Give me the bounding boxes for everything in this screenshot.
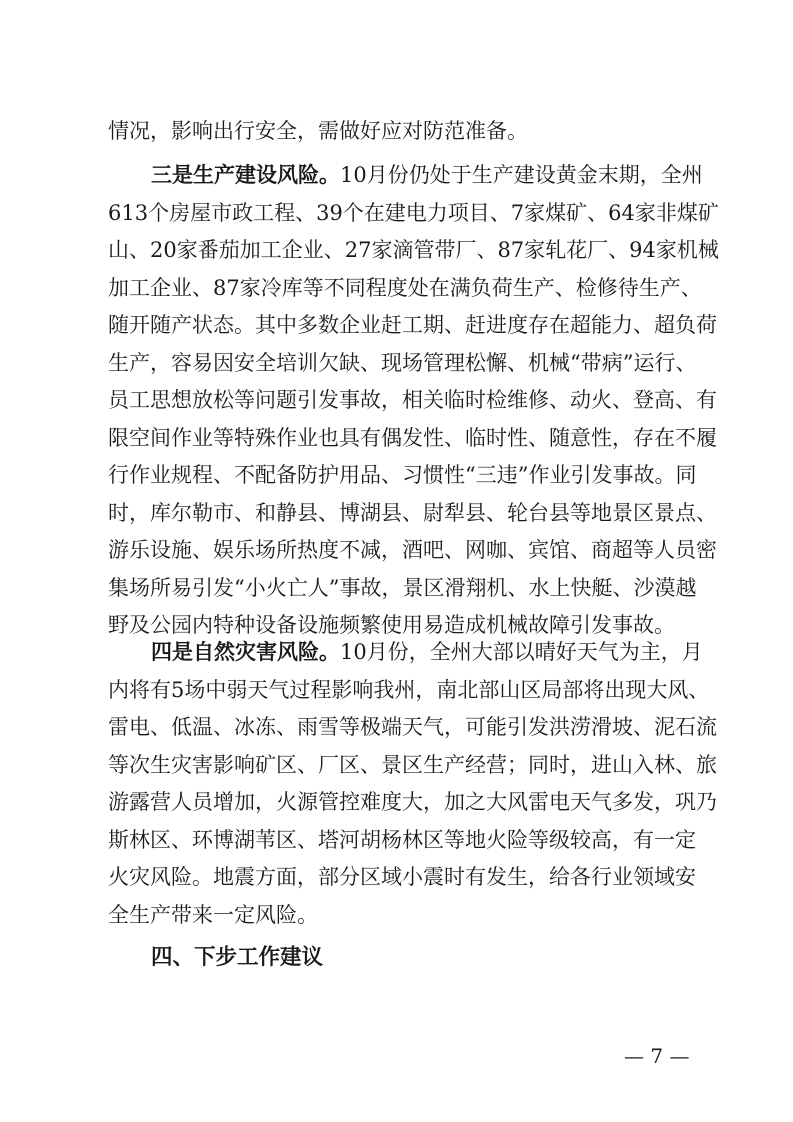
paragraph-line: 内将有5场中弱天气过程影响我州，南北部山区局部将出现大风、	[108, 677, 710, 702]
paragraph-lead: 三是生产建设风险。	[151, 162, 340, 187]
paragraph-line: 雷电、低温、冰冻、雨雪等极端天气，可能引发洪涝滑坡、泥石流	[108, 715, 717, 739]
paragraph-text: 10月份仍处于生产建设黄金末期，全州	[340, 163, 703, 187]
paragraph-line: 生产，容易因安全培训欠缺、现场管理松懈、机械“带病”运行、	[108, 350, 697, 375]
paragraph-line: 限空间作业等特殊作业也具有偶发性、临时性、随意性，存在不履	[108, 425, 717, 450]
paragraph-line: 随开随产状态。其中多数企业赶工期、赶进度存在超能力、超负荷	[108, 313, 717, 337]
section-heading: 四、下步工作建议	[151, 945, 324, 970]
paragraph-line: 加工企业、87家冷库等不同程度处在满负荷生产、检修待生产、	[108, 275, 702, 300]
paragraph-line: 全生产带来一定风险。	[108, 902, 318, 927]
paragraph-text: 10月份，全州大部以晴好天气为主，月	[340, 640, 703, 664]
paragraph-line: 游露营人员增加，火源管控难度大，加之大风雷电天气多发，巩乃	[108, 790, 717, 814]
paragraph-line: 游乐设施、娱乐场所热度不减，酒吧、网咖、宾馆、商超等人员密	[108, 538, 717, 562]
paragraph-line: 时，库尔勒市、和静县、博湖县、尉犁县、轮台县等地景区景点、	[108, 500, 717, 525]
paragraph-line: 613个房屋市政工程、39个在建电力项目、7家煤矿、64家非煤矿	[108, 200, 719, 225]
paragraph-line	[151, 161, 703, 189]
paragraph-line: 山、20家番茄加工企业、27家滴管带厂、87家轧花厂、94家机械	[108, 238, 719, 262]
paragraph-line: 员工思想放松等问题引发事故，相关临时检维修、动火、登高、有	[108, 388, 717, 412]
paragraph-line: 情况，影响出行安全，需做好应对防范准备。	[108, 119, 528, 143]
paragraph-line: 野及公园内特种设备设施频繁使用易造成机械故障引发事故。	[108, 613, 675, 637]
paragraph-line: 斯林区、环博湖苇区、塔河胡杨林区等地火险等级较高，有一定	[108, 827, 696, 852]
page-number: — 7 —	[624, 1044, 690, 1068]
paragraph-line: 集场所易引发“小火亡人”事故，景区滑翔机、水上快艇、沙漠越	[108, 575, 697, 600]
paragraph-lead: 四是自然灾害风险。	[151, 639, 340, 664]
paragraph-line: 火灾风险。地震方面，部分区域小震时有发生，给各行业领域安	[108, 865, 696, 889]
paragraph-line: 行作业规程、不配备防护用品、习惯性“三违”作业引发事故。同	[108, 463, 697, 487]
paragraph-line: 等次生灾害影响矿区、厂区、景区生产经营；同时，进山入林、旅	[108, 752, 717, 777]
paragraph-line	[151, 638, 703, 666]
